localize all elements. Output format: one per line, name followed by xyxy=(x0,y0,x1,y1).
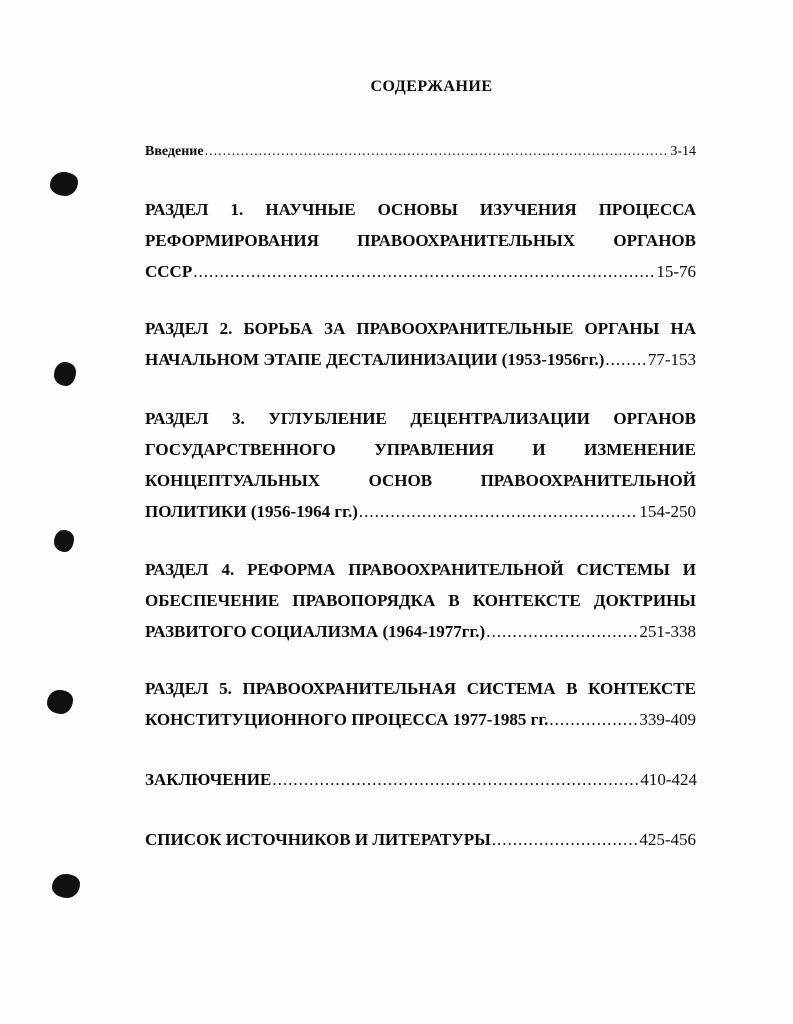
punch-hole-mark xyxy=(50,172,78,196)
toc-entry-section-2 xyxy=(145,313,696,375)
punch-hole-mark xyxy=(54,362,76,386)
dot-leader xyxy=(486,616,638,647)
toc-line: РЕФОРМИРОВАНИЯ ПРАВООХРАНИТЕЛЬНЫХ ОРГАНОВ xyxy=(145,231,696,250)
toc-entry-introduction xyxy=(145,136,696,167)
toc-entry-title: СПИСОК ИСТОЧНИКОВ И ЛИТЕРАТУРЫ xyxy=(145,830,491,849)
toc-entry-title: ЗАКЛЮЧЕНИЕ xyxy=(145,770,272,789)
toc-entry-title: ПОЛИТИКИ (1956-1964 гг.) xyxy=(145,502,358,521)
toc-entry-bibliography xyxy=(145,824,696,855)
page-title: СОДЕРЖАНИЕ xyxy=(370,78,493,95)
dot-leader xyxy=(605,344,646,375)
punch-hole-mark xyxy=(52,874,80,898)
toc-line xyxy=(145,616,696,647)
toc-line: РАЗДЕЛ 1. НАУЧНЫЕ ОСНОВЫ ИЗУЧЕНИЯ ПРОЦЕССА xyxy=(145,200,696,219)
dot-leader xyxy=(549,704,638,735)
toc-line: РАЗДЕЛ 4. РЕФОРМА ПРАВООХРАНИТЕЛЬНОЙ СИСТЕМЫ И xyxy=(145,560,696,579)
toc-page-range: 251-338 xyxy=(639,622,696,641)
toc-line: РАЗДЕЛ 3. УГЛУБЛЕНИЕ ДЕЦЕНТРАЛИЗАЦИИ ОРГАНОВ xyxy=(145,409,696,428)
toc-line xyxy=(145,136,696,167)
punch-hole-mark xyxy=(47,690,73,714)
toc-line xyxy=(145,256,696,287)
toc-line xyxy=(145,824,696,855)
toc-line: КОНЦЕПТУАЛЬНЫХ ОСНОВ ПРАВООХРАНИТЕЛЬНОЙ xyxy=(145,471,696,490)
toc-line xyxy=(145,764,697,795)
dot-leader xyxy=(205,136,670,167)
dot-leader xyxy=(359,496,638,527)
dot-leader xyxy=(193,256,655,287)
toc-entry-title: РАЗВИТОГО СОЦИАЛИЗМА (1964-1977гг.) xyxy=(145,622,486,641)
toc-entry-conclusion xyxy=(145,764,696,795)
toc-page-range: 15-76 xyxy=(656,262,696,281)
toc-entry-section-1 xyxy=(145,194,696,287)
toc-entry-section-4 xyxy=(145,554,696,647)
dot-leader xyxy=(272,764,639,795)
toc-page-range: 154-250 xyxy=(639,502,696,521)
punch-hole-mark xyxy=(54,530,74,552)
toc-entry-title: СССР xyxy=(145,262,193,281)
toc-page-range: 339-409 xyxy=(639,710,696,729)
toc-line xyxy=(145,344,696,375)
toc-page-range: 425-456 xyxy=(639,830,696,849)
toc-line: ГОСУДАРСТВЕННОГО УПРАВЛЕНИЯ И ИЗМЕНЕНИЕ xyxy=(145,440,696,459)
toc-page-range: 3-14 xyxy=(670,144,696,159)
toc-entry-title: КОНСТИТУЦИОННОГО ПРОЦЕССА 1977-1985 гг. xyxy=(145,710,549,729)
toc-line xyxy=(145,704,696,735)
toc-line: ОБЕСПЕЧЕНИЕ ПРАВОПОРЯДКА В КОНТЕКСТЕ ДОКТРИНЫ xyxy=(145,591,696,610)
toc-page-range: 77-153 xyxy=(647,350,696,369)
toc-entry-section-3 xyxy=(145,403,696,527)
toc-entry-title: Введение xyxy=(145,144,204,159)
dot-leader xyxy=(492,824,639,855)
toc-line xyxy=(145,496,696,527)
toc-line: РАЗДЕЛ 2. БОРЬБА ЗА ПРАВООХРАНИТЕЛЬНЫЕ ОРГАНЫ НА xyxy=(145,319,696,338)
toc-entry-title: НАЧАЛЬНОМ ЭТАПЕ ДЕСТАЛИНИЗАЦИИ (1953-1956гг.) xyxy=(145,350,605,369)
toc-page-range: 410-424 xyxy=(640,770,697,789)
toc-line: РАЗДЕЛ 5. ПРАВООХРАНИТЕЛЬНАЯ СИСТЕМА В КОНТЕКСТЕ xyxy=(145,679,696,698)
toc-entry-section-5 xyxy=(145,673,696,735)
